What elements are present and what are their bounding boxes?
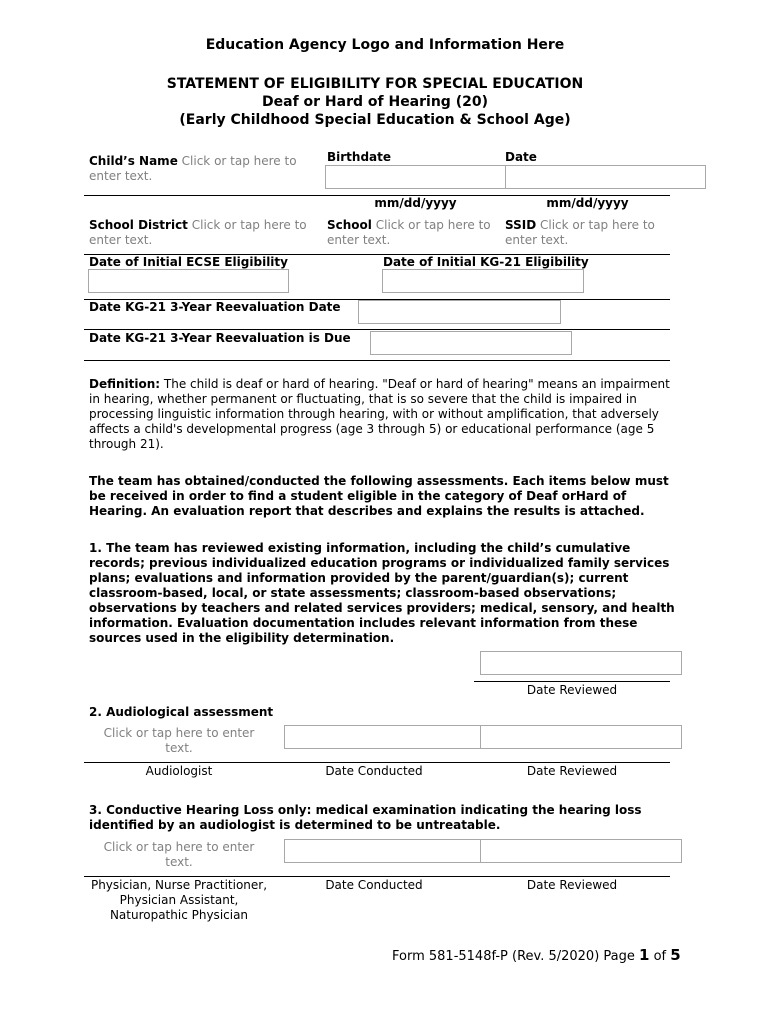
reeval-due-input[interactable]: [370, 331, 572, 355]
page-of: of: [653, 949, 667, 964]
page-footer: [392, 946, 681, 964]
item2-dates-input[interactable]: [284, 725, 682, 749]
kg21-date-input[interactable]: [382, 269, 584, 293]
form-number: Form 581-5148f-P (Rev. 5/2020) Page: [392, 949, 635, 964]
date-divider: [480, 726, 481, 748]
audiologist-input[interactable]: Click or tap here to enter text.: [103, 726, 255, 755]
reeval-due-label: Date KG-21 3-Year Reevaluation is Due: [89, 331, 351, 345]
ssid-placeholder: Click or tap here to enter text.: [505, 218, 655, 247]
birthdate-input[interactable]: [325, 165, 706, 189]
child-name-placeholder: Click or tap here to enter text.: [89, 154, 297, 183]
item2-date-conducted-label: Date Conducted: [325, 764, 423, 778]
date-divider: [480, 840, 481, 862]
date-label: Date: [505, 150, 537, 164]
school-placeholder: Click or tap here to enter text.: [327, 218, 491, 247]
definition: [89, 377, 674, 452]
divider: [84, 876, 670, 877]
definition-text: The child is deaf or hard of hearing. "Deaf or hard of hearing" means an impairment in hearing, whether permanent or fluctuating, that is so severe that the child is impaired in processing linguistic information through hearing, with or without amplification, that adversely affects a child's developmental progress (age 3 through 5) or educational performance (age 5 through 21).: [89, 377, 670, 451]
total-pages: 5: [670, 946, 681, 964]
ecse-label: Date of Initial ECSE Eligibility: [89, 255, 288, 269]
physician-label: Physician, Nurse Practitioner, Physician Assistant, Naturopathic Physician: [90, 878, 268, 922]
divider: [84, 762, 670, 763]
item3-dates-input[interactable]: [284, 839, 682, 863]
current-page: 1: [639, 946, 650, 964]
ssid-label: SSID: [505, 218, 537, 232]
form-title: [0, 75, 750, 129]
subtitle-line: Deaf or Hard of Hearing (20): [262, 94, 488, 110]
ssid-field[interactable]: [505, 218, 665, 248]
school-district-placeholder: Click or tap here to enter text.: [89, 218, 307, 247]
agency-header: Education Agency Logo and Information Here: [205, 37, 565, 53]
kg21-label: Date of Initial KG-21 Eligibility: [383, 255, 589, 269]
audiologist-label: Audiologist: [145, 764, 213, 778]
date-divider: [505, 166, 506, 188]
date-format: mm/dd/yyyy: [546, 196, 629, 210]
divider: [84, 360, 670, 361]
school-district-label: School District: [89, 218, 188, 232]
child-name-field[interactable]: [89, 154, 319, 184]
reeval-date-label: Date KG-21 3-Year Reevaluation Date: [89, 300, 341, 314]
definition-label: Definition:: [89, 377, 161, 391]
item2-date-reviewed-label: Date Reviewed: [526, 764, 618, 778]
title-line: STATEMENT OF ELIGIBILITY FOR SPECIAL EDUCATION: [166, 76, 584, 92]
assessments-intro: The team has obtained/conducted the following assessments. Each items below must be received in order to find a student eligible in the category of Deaf orHard of Hearing. An evaluation report that describes and explains the results is attached.: [89, 474, 669, 518]
assessment-item-2: 2. Audiological assessment: [89, 705, 274, 719]
item1-date-reviewed-label: Date Reviewed: [526, 683, 618, 697]
school-label: School: [327, 218, 372, 232]
school-district-field[interactable]: [89, 218, 314, 248]
school-field[interactable]: [327, 218, 497, 248]
ecse-date-input[interactable]: [88, 269, 289, 293]
child-name-label: Child’s Name: [89, 154, 178, 168]
divider: [84, 329, 670, 330]
item3-date-conducted-label: Date Conducted: [325, 878, 423, 892]
divider: [474, 681, 670, 682]
item1-date-reviewed-input[interactable]: [480, 651, 682, 675]
item3-date-reviewed-label: Date Reviewed: [526, 878, 618, 892]
birthdate-label: Birthdate: [327, 150, 392, 164]
physician-input[interactable]: Click or tap here to enter text.: [103, 840, 255, 869]
scope-line: (Early Childhood Special Education & School Age): [179, 112, 571, 128]
assessment-item-1: 1. The team has reviewed existing information, including the child’s cumulative records; previous individualized education programs or individualized family services plans; evaluations and information provided by the parent/guardian(s); current classroom-based, local, or state assessments; classroom-based observations; observations by teachers and related services providers; medical, sensory, and health information. Evaluation documentation includes relevant information from these sources used in the eligibility determination.: [89, 541, 675, 645]
assessment-item-3: 3. Conductive Hearing Loss only: medical examination indicating the hearing loss identified by an audiologist is determined to be untreatable.: [89, 803, 642, 832]
reeval-date-input[interactable]: [358, 300, 561, 324]
birthdate-format: mm/dd/yyyy: [374, 196, 457, 210]
